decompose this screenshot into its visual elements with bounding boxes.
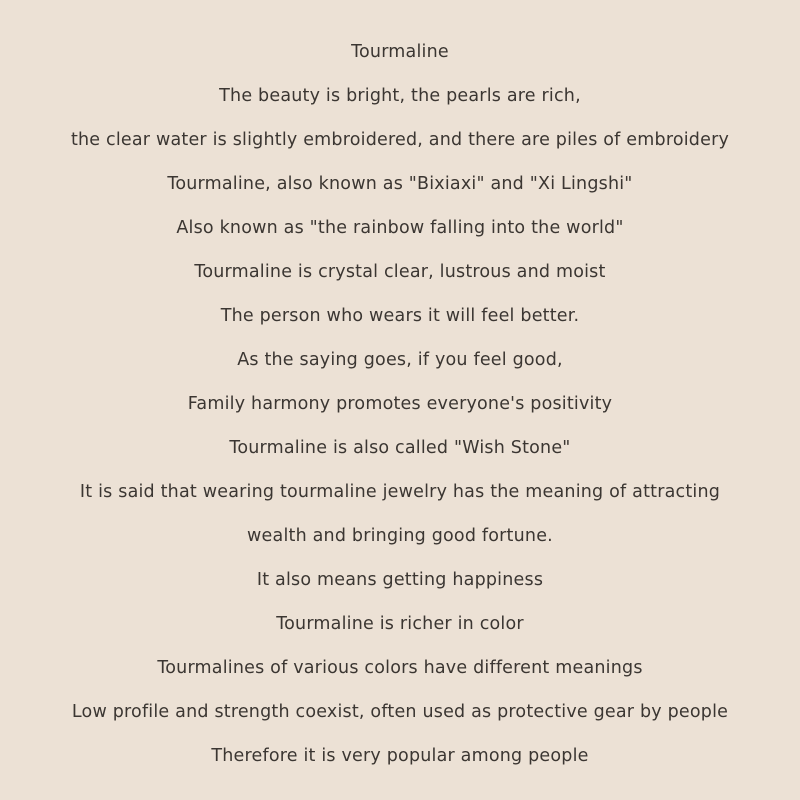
text-line: It is said that wearing tourmaline jewelry has the meaning of attracting xyxy=(79,482,721,502)
text-line: As the saying goes, if you feel good, xyxy=(237,350,563,370)
text-line: Also known as "the rainbow falling into the world" xyxy=(176,218,624,238)
text-line: Therefore it is very popular among people xyxy=(211,746,589,766)
text-line: Tourmaline is crystal clear, lustrous and moist xyxy=(194,262,606,282)
text-line: The person who wears it will feel better. xyxy=(220,306,580,326)
text-line: wealth and bringing good fortune. xyxy=(247,526,553,546)
text-line: It also means getting happiness xyxy=(256,570,544,590)
text-line: Tourmalines of various colors have different meanings xyxy=(157,658,643,678)
text-line: The beauty is bright, the pearls are rich, xyxy=(219,86,581,106)
text-line: Tourmaline, also known as "Bixiaxi" and "Xi Lingshi" xyxy=(167,174,633,194)
text-line: Tourmaline is richer in color xyxy=(276,614,524,634)
text-line: Low profile and strength coexist, often used as protective gear by people xyxy=(71,702,729,722)
text-line: Tourmaline is also called "Wish Stone" xyxy=(229,438,571,458)
text-line: the clear water is slightly embroidered, and there are piles of embroidery xyxy=(70,130,730,150)
text-line: Family harmony promotes everyone's positivity xyxy=(187,394,613,414)
page-title: Tourmaline xyxy=(351,42,449,62)
